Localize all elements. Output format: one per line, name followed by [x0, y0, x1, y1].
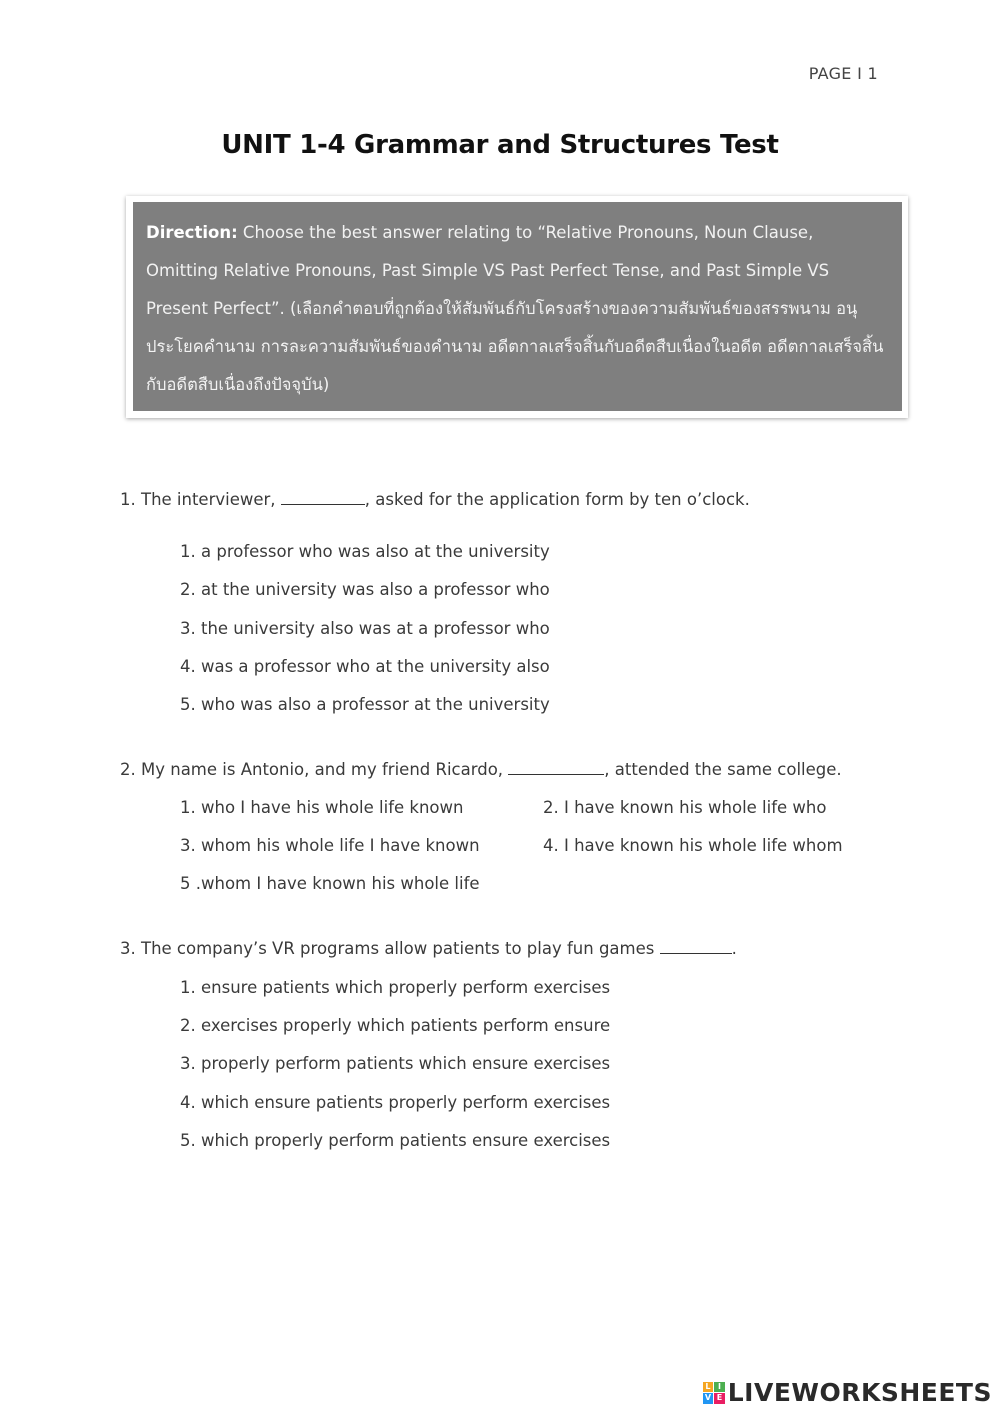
logo-letter-e: E [714, 1393, 725, 1404]
question-2-option-3[interactable]: 3. whom his whole life I have known [180, 836, 480, 855]
question-1-option-5[interactable]: 5. who was also a professor at the university [180, 695, 550, 714]
question-2-text-before: 2. My name is Antonio, and my friend Ricardo, [120, 760, 509, 779]
question-3-text-before: 3. The company’s VR programs allow patients to play fun games [120, 939, 660, 958]
question-1 [120, 490, 750, 509]
direction-panel [133, 202, 902, 411]
question-3-blank[interactable] [660, 939, 732, 954]
question-1-text-before: 1. The interviewer, [120, 490, 281, 509]
page-number: PAGE I 1 [808, 64, 878, 83]
question-3-text-after: . [731, 939, 737, 958]
direction-label: Direction: [146, 223, 238, 242]
question-2-option-4[interactable]: 4. I have known his whole life whom [543, 836, 843, 855]
question-3-option-2[interactable]: 2. exercises properly which patients perform ensure [180, 1016, 611, 1035]
question-1-text-after: , asked for the application form by ten o’clock. [364, 490, 750, 509]
question-3-option-4[interactable]: 4. which ensure patients properly perform exercises [180, 1093, 611, 1112]
logo-letter-i: I [714, 1382, 725, 1393]
question-3-option-3[interactable]: 3. properly perform patients which ensure exercises [180, 1054, 611, 1073]
question-3 [120, 939, 737, 958]
question-1-option-2[interactable]: 2. at the university was also a professor who [180, 580, 550, 599]
liveworksheets-brand-text: LIVEWORKSHEETS [727, 1378, 992, 1407]
direction-box [126, 196, 908, 418]
liveworksheets-brand[interactable] [703, 1378, 992, 1407]
logo-letter-l: L [703, 1382, 714, 1393]
question-1-option-1[interactable]: 1. a professor who was also at the university [180, 542, 550, 561]
liveworksheets-logo-icon [703, 1382, 725, 1404]
question-3-option-5[interactable]: 5. which properly perform patients ensure exercises [180, 1131, 611, 1150]
worksheet-title: UNIT 1-4 Grammar and Structures Test [221, 130, 779, 160]
logo-letter-v: V [703, 1393, 714, 1404]
question-1-option-3[interactable]: 3. the university also was at a professor who [180, 619, 550, 638]
question-3-option-1[interactable]: 1. ensure patients which properly perform exercises [180, 978, 611, 997]
question-2-blank[interactable] [508, 760, 604, 775]
question-2-option-5[interactable]: 5 .whom I have known his whole life [180, 874, 480, 893]
question-2-option-2[interactable]: 2. I have known his whole life who [543, 798, 827, 817]
question-2-option-1[interactable]: 1. who I have his whole life known [180, 798, 464, 817]
question-2-text-after: , attended the same college. [604, 760, 842, 779]
question-1-blank[interactable] [281, 490, 365, 505]
question-1-option-4[interactable]: 4. was a professor who at the university also [180, 657, 550, 676]
direction-text: Choose the best answer relating to “Relative Pronouns, Noun Clause, Omitting Relative Pronouns, Past Simple VS Past Perfect Tense, and Past Simple VS Present Perfect”. (เลือกคำตอบที่ถูกต้องให้สัมพันธ์กับโครงสร้างของความสัมพันธ์ของสรรพนาม อนุประโยคคำนาม การละความสัมพันธ์ของคำนาม อดีตกาลเสร็จสิ้นกับอดีตสืบเนื่องในอดีต อดีตกาลเสร็จสิ้นกับอดีตสืบเนื่องถึงปัจจุบัน) [146, 223, 884, 394]
question-2 [120, 760, 842, 779]
